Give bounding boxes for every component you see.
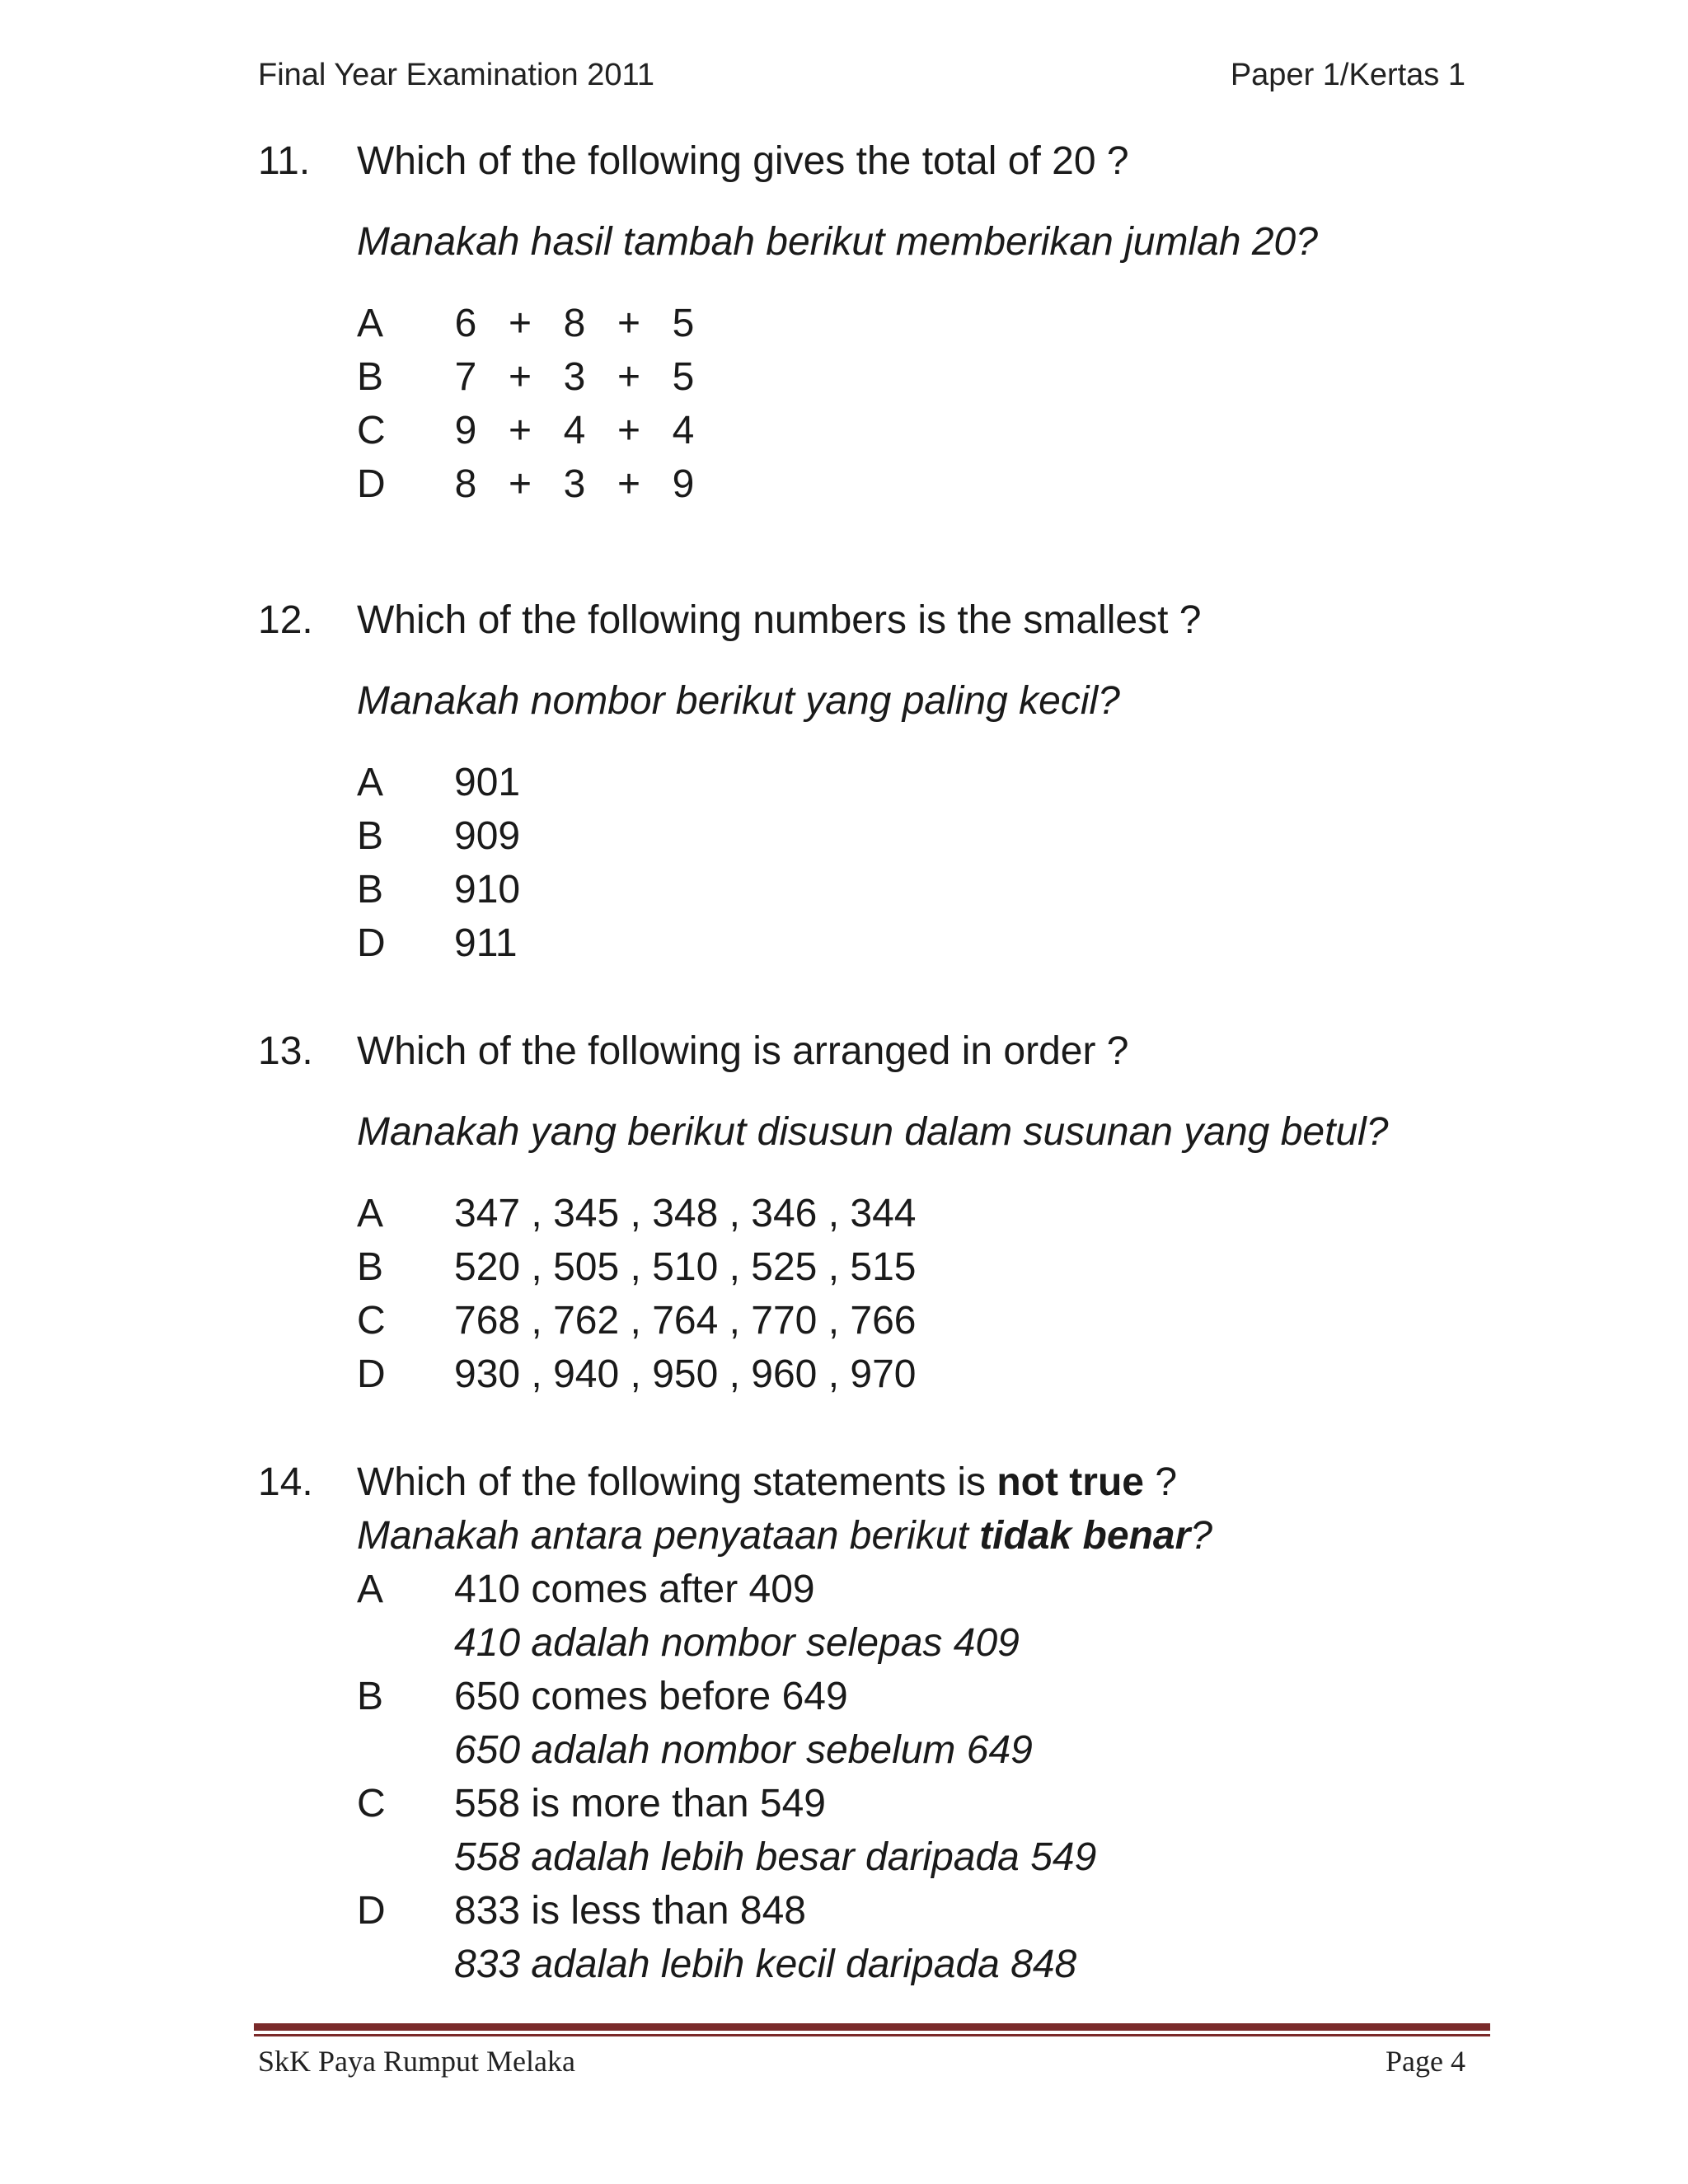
- question-12-text-en: Which of the following numbers is the smallest ?: [357, 598, 1202, 642]
- question-13-option-value: 930 , 940 , 950 , 960 , 970: [454, 1352, 917, 1396]
- question-12-option-value: 911: [454, 921, 518, 965]
- question-14-option-letter: D: [357, 1889, 386, 1933]
- question-14-option-letter: A: [357, 1568, 384, 1611]
- question-13-text-ms: Manakah yang berikut disusun dalam susunan yang betul?: [357, 1110, 1389, 1154]
- question-13-option-value: 520 , 505 , 510 , 525 , 515: [454, 1245, 917, 1289]
- question-14-option-letter: B: [357, 1675, 384, 1718]
- question-12-number: 12.: [258, 598, 313, 642]
- footer-school-name: SkK Paya Rumput Melaka: [258, 2045, 575, 2078]
- question-12-option-letter: B: [357, 868, 384, 912]
- question-12-option-letter: A: [357, 761, 384, 804]
- question-11-option-letter: C: [357, 409, 386, 452]
- question-11-text-ms: Manakah hasil tambah berikut memberikan jumlah 20?: [357, 220, 1318, 264]
- question-14-option-text-en: 833 is less than 848: [454, 1889, 806, 1933]
- footer-divider-thin: [254, 2034, 1490, 2036]
- footer-page-number: Page 4: [1386, 2045, 1465, 2078]
- header-exam-title: Final Year Examination 2011: [258, 58, 654, 92]
- question-13-option-value: 768 , 762 , 764 , 770 , 766: [454, 1299, 917, 1343]
- question-13-option-letter: C: [357, 1299, 386, 1343]
- question-11-number: 11.: [258, 139, 311, 183]
- question-14-option-letter: C: [357, 1782, 386, 1825]
- header-paper-label: Paper 1/Kertas 1: [1230, 58, 1465, 92]
- question-14-text-ms: Manakah antara penyataan berikut tidak benar?: [357, 1514, 1212, 1558]
- question-14-option-text-en: 650 comes before 649: [454, 1675, 848, 1718]
- footer-divider: [254, 2023, 1490, 2031]
- question-11-text-en: Which of the following gives the total of 20 ?: [357, 139, 1129, 183]
- question-14-text-en: Which of the following statements is not true ?: [357, 1460, 1178, 1504]
- question-11-option-letter: D: [357, 462, 386, 506]
- question-11-option-letter: B: [357, 355, 384, 399]
- question-13-option-letter: B: [357, 1245, 384, 1289]
- question-13-text-en: Which of the following is arranged in order ?: [357, 1029, 1129, 1073]
- question-12-option-value: 909: [454, 814, 521, 858]
- question-14-option-text-ms: 650 adalah nombor sebelum 649: [454, 1728, 1033, 1772]
- exam-page: Final Year Examination 2011 Paper 1/Kertas 1 11. Which of the following gives the total of 20 ? Manakah hasil tambah berikut memberikan jumlah 20? A 6 + 8 + 5 B 7 + 3 + 5 C 9 + 4 + 4 D 8 + 3 + 9 12. Which of the following numbers is the smallest ? Manakah nombor berikut yang paling kecil? A 901 B 909 B 910 D 911 13. Which of the following is arranged in order ? Manakah yang berikut disusun dalam susunan yang betul? A 347 , 345 , 348 , 346 , 344 B 520 , 505 , 510 , 525 , 515 C 768 , 762 , 764 , 770 , 766 D 930 , 940 , 950 , 960 , 970 14. Which of the following statements is not true ? Manakah antara penyataan berikut tidak benar? A 410 comes after 409 410 adalah nombor selepas 409 B 650 comes before 649 650 adalah nombor sebelum 649 C 558 is more than 549 558 adalah lebih besar daripada 549 D 833 is less than 848 833 adalah lebih kecil daripada 848 SkK Paya Rumput Melaka Page 4: [0, 0, 1688, 2184]
- question-12-option-letter: B: [357, 814, 384, 858]
- question-14-option-text-en: 558 is more than 549: [454, 1782, 826, 1825]
- question-11-option-letter: A: [357, 302, 384, 345]
- question-14-option-text-ms: 833 adalah lebih kecil daripada 848: [454, 1943, 1077, 1986]
- question-13-number: 13.: [258, 1029, 313, 1073]
- question-12-option-value: 910: [454, 868, 521, 912]
- question-13-option-letter: D: [357, 1352, 386, 1396]
- question-13-option-letter: A: [357, 1192, 384, 1235]
- question-14-emphasis-ms: tidak benar: [979, 1514, 1191, 1558]
- question-12-option-value: 901: [454, 761, 521, 804]
- question-14-number: 14.: [258, 1460, 313, 1504]
- question-14-option-text-ms: 558 adalah lebih besar daripada 549: [454, 1835, 1097, 1879]
- question-14-option-text-en: 410 comes after 409: [454, 1568, 815, 1611]
- question-13-option-value: 347 , 345 , 348 , 346 , 344: [454, 1192, 917, 1235]
- question-14-option-text-ms: 410 adalah nombor selepas 409: [454, 1621, 1020, 1665]
- question-12-text-ms: Manakah nombor berikut yang paling kecil?: [357, 679, 1120, 723]
- question-12-option-letter: D: [357, 921, 386, 965]
- question-14-emphasis-en: not true: [996, 1460, 1144, 1504]
